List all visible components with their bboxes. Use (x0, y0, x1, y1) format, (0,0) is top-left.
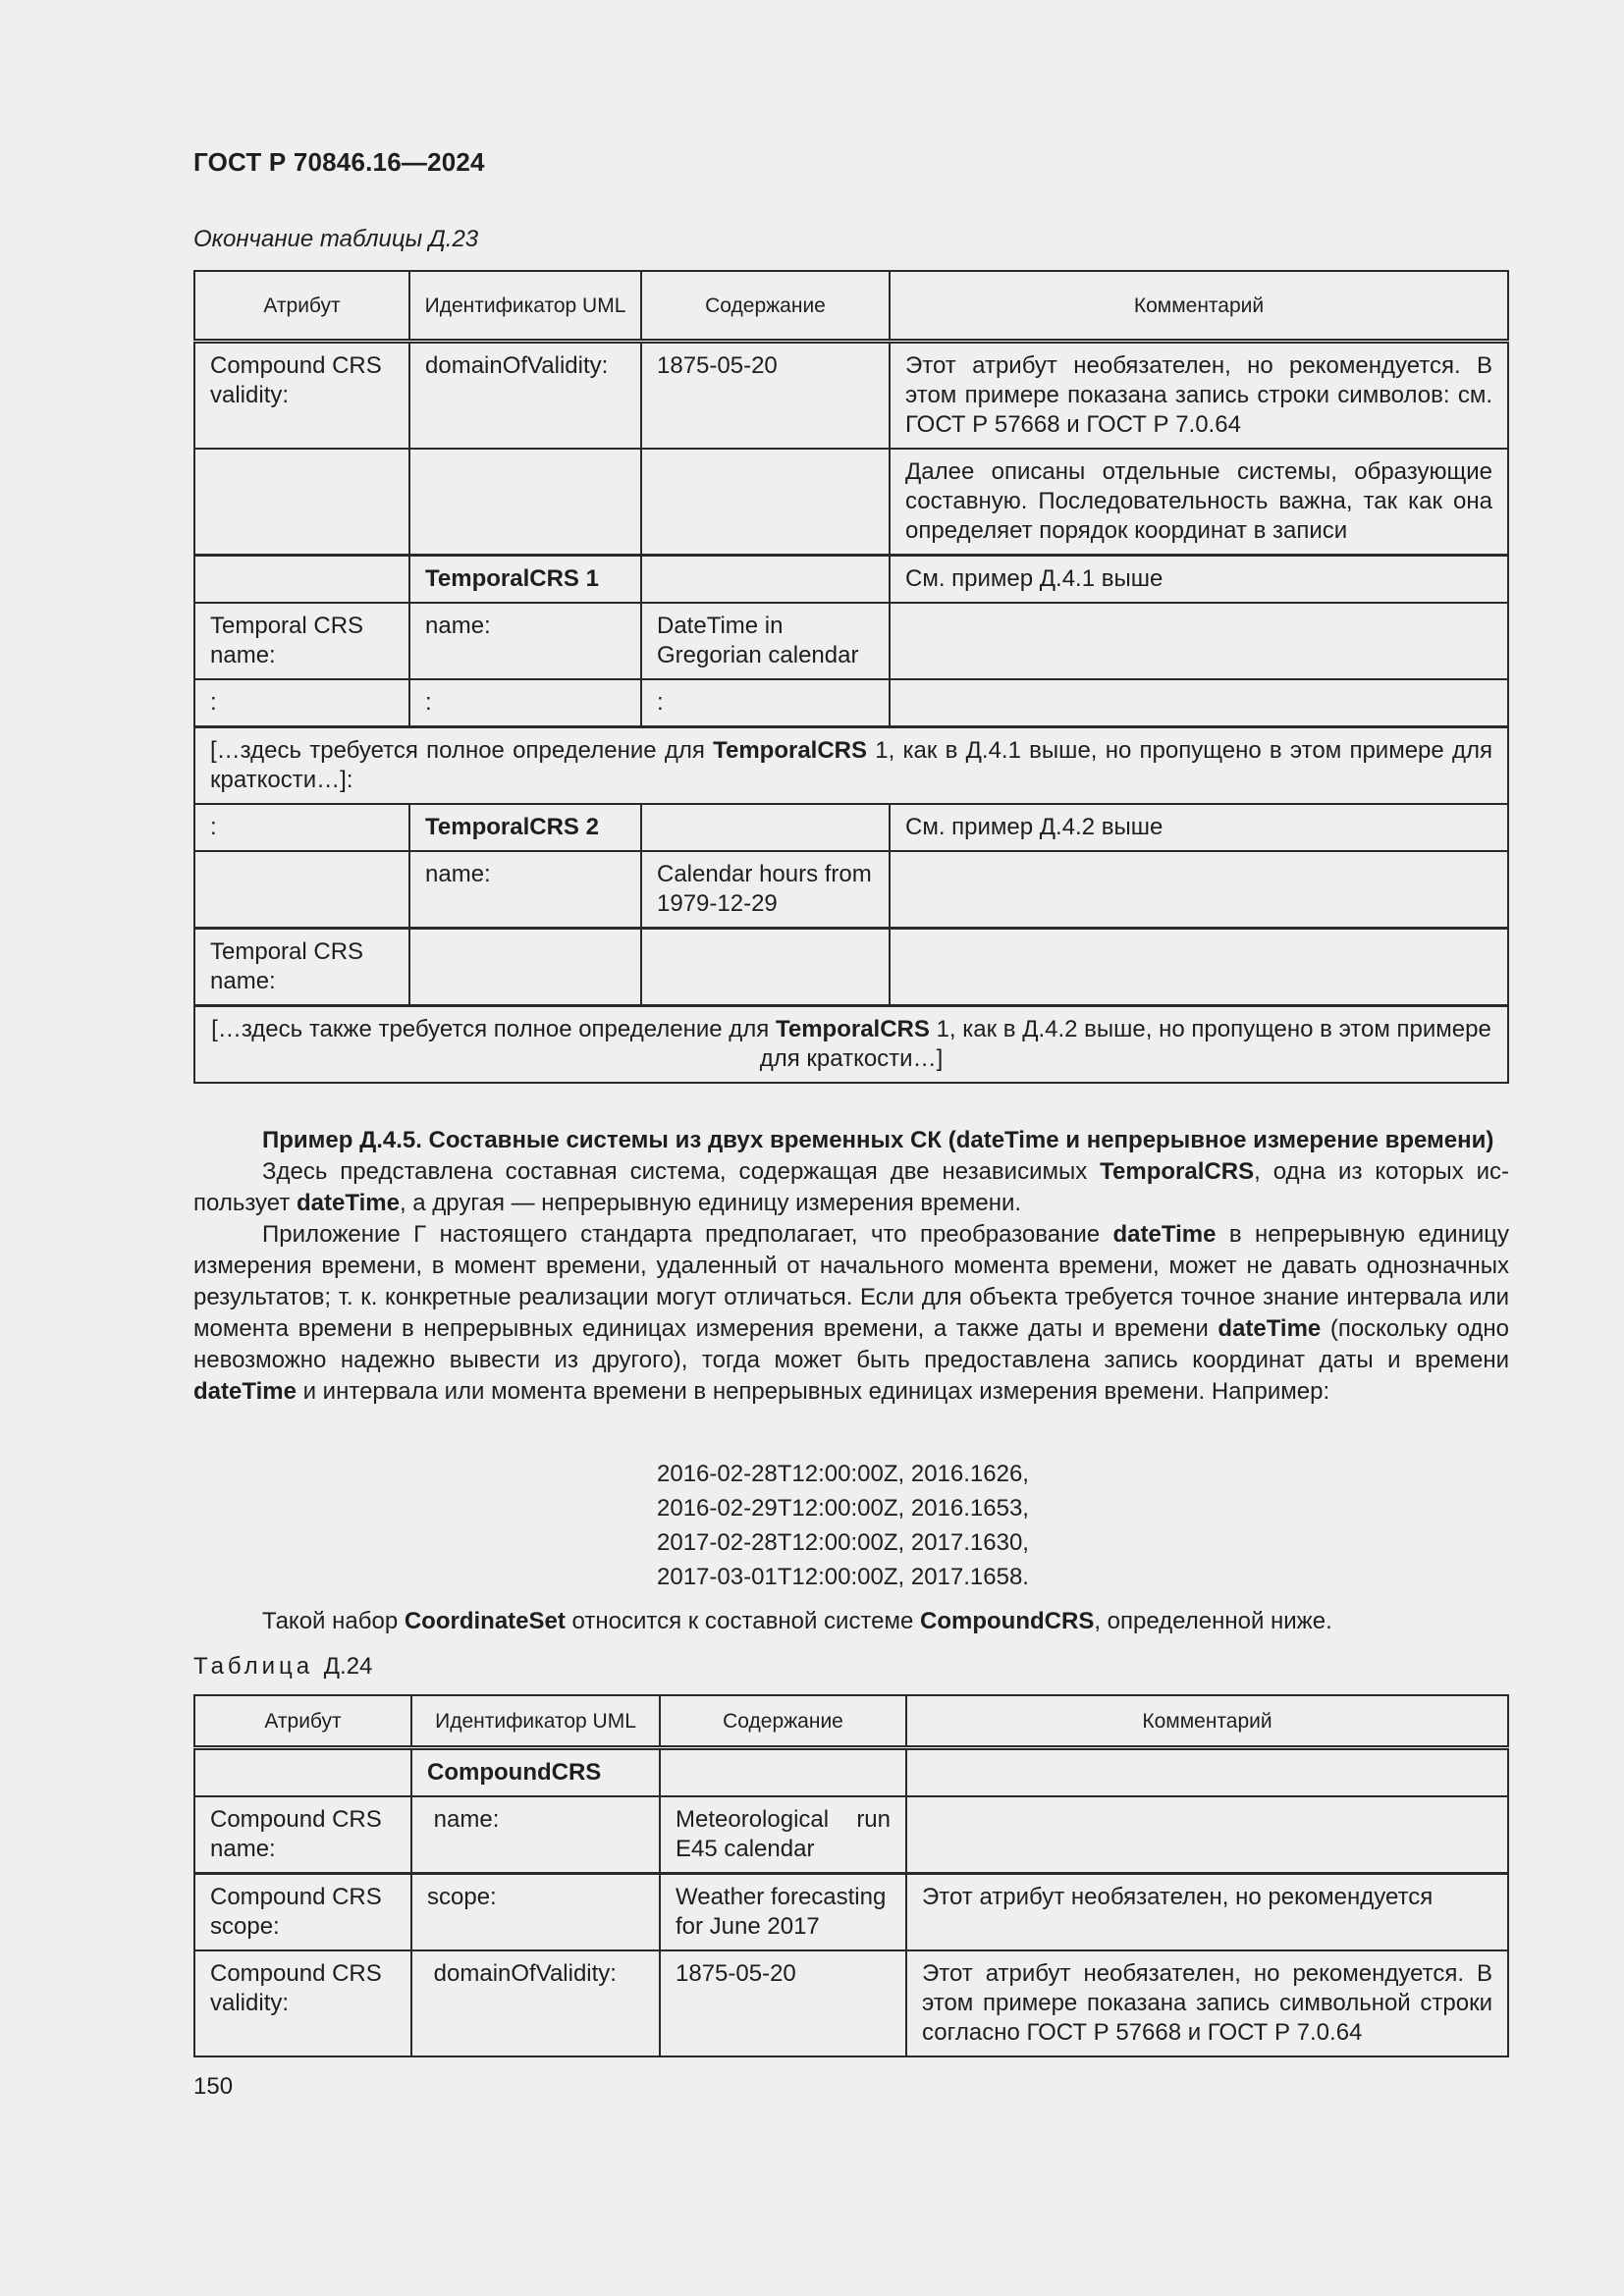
table-header-row (194, 271, 1508, 342)
bold-term: TemporalCRS (1100, 1158, 1255, 1185)
table-cell: Этот атрибут необязателен, но рекомендуется. В этом примере показана запись строки символов: см. ГОСТ Р 57668 и ГОСТ Р 7.0.64 (890, 342, 1508, 450)
table-cell (194, 851, 409, 929)
paragraph (262, 1606, 1332, 1637)
text-run: (поскольку одно невозможно надежно вывести из другого), тогда может быть предоставлена запись координат даты и времени (193, 1315, 1509, 1373)
table-cell (641, 929, 890, 1006)
table-row (194, 1796, 1508, 1874)
table-cell: См. пример Д.4.1 выше (890, 556, 1508, 604)
table-row (194, 929, 1508, 1006)
table-cell: Calendar hours from 1979-12-29 (641, 851, 890, 929)
table-cell (660, 1748, 906, 1797)
example-title: Пример Д.4.5. Составные системы из двух временных СК (dateTime и непрерывное измерение времени) (262, 1127, 1494, 1153)
text-run: Такой набор (262, 1608, 405, 1634)
bold-term: dateTime (1112, 1221, 1217, 1248)
table-cell (641, 804, 890, 851)
text-run: , определенной ниже. (1094, 1608, 1332, 1634)
text-run: Здесь представлена составная система, содержащая две независимых (262, 1158, 1101, 1185)
table-cell (409, 449, 641, 556)
paragraph (193, 1156, 1509, 1219)
column-header-content: Содержание (641, 271, 890, 342)
table-row (194, 1006, 1508, 1084)
table-row (194, 1748, 1508, 1797)
table-cell (890, 929, 1508, 1006)
table-cell: Этот атрибут необязателен, но рекомендуется. В этом примере показана запись символьной строки согласно ГОСТ Р 57668 и ГОСТ Р 7.0.64 (906, 1950, 1508, 2056)
note-bold-term: TemporalCRS (775, 1016, 930, 1042)
table-note-cell (194, 1006, 1508, 1084)
table-d24 (193, 1694, 1509, 2057)
table-cell: Далее описаны отдельные системы, образующие составную. Последовательность важна, так как она определяет порядок координат в записи (890, 449, 1508, 556)
table-row (194, 1950, 1508, 2056)
table-cell (906, 1748, 1508, 1797)
bold-term: dateTime (1218, 1315, 1322, 1342)
table-cell (641, 449, 890, 556)
table-row (194, 851, 1508, 929)
table-d24-caption (193, 1653, 372, 1681)
caption-prefix: Таблица (193, 1653, 314, 1680)
code-line: 2016-02-28T12:00:00Z, 2016.1626, (657, 1461, 1029, 1487)
table-cell: Compound CRS scope: (194, 1874, 411, 1951)
example-section (193, 1125, 1509, 1408)
table-cell: CompoundCRS (411, 1748, 660, 1797)
table-d23-continuation (193, 270, 1509, 1084)
text-run: , а другая — непрерывную единицу измерения времени. (399, 1190, 1022, 1216)
table-row (194, 679, 1508, 727)
table-row (194, 1874, 1508, 1951)
bold-term: dateTime (193, 1378, 297, 1405)
column-header-comment: Комментарий (890, 271, 1508, 342)
table-cell: Weather forecasting for June 2017 (660, 1874, 906, 1951)
coordinate-set-example (657, 1457, 1029, 1594)
text-run: в непрерывную единицу измерения времени, в момент времени, удаленный от начального момента времени, может не давать однозначных результатов; т. к. конкретные реализации могут отличаться. Если для объекта требуется точное знание интервала или момента времени в непрерывных единицах измерения времени, а также даты и времени (193, 1221, 1509, 1342)
table-cell: TemporalCRS 2 (409, 804, 641, 851)
column-header-uml-id: Идентификатор UML (409, 271, 641, 342)
table-cell (409, 929, 641, 1006)
column-header-uml-id: Идентификатор UML (411, 1695, 660, 1748)
table-row (194, 804, 1508, 851)
table-row (194, 727, 1508, 805)
table-cell: name: (409, 603, 641, 679)
table-cell: Compound CRS validity: (194, 342, 409, 450)
table-cell: TemporalCRS 1 (409, 556, 641, 604)
table-cell: Compound CRS validity: (194, 1950, 411, 2056)
page-number: 150 (193, 2073, 234, 2100)
table-cell: : (641, 679, 890, 727)
text-run: относится к составной системе (565, 1608, 921, 1634)
table-cell: : (194, 804, 409, 851)
table-row (194, 342, 1508, 450)
note-bold-term: TemporalCRS (713, 737, 868, 764)
table-row (194, 556, 1508, 604)
table-cell: Temporal CRS name: (194, 603, 409, 679)
table-cell: domainOfValidity: (411, 1950, 660, 2056)
table-cell: Temporal CRS name: (194, 929, 409, 1006)
table-cell: См. пример Д.4.2 выше (890, 804, 1508, 851)
paragraph (193, 1219, 1509, 1408)
table-cell (641, 556, 890, 604)
table-cell (194, 556, 409, 604)
table-cell (906, 1796, 1508, 1874)
code-line: 2016-02-29T12:00:00Z, 2016.1653, (657, 1495, 1029, 1522)
column-header-attribute: Атрибут (194, 1695, 411, 1748)
table-cell: scope: (411, 1874, 660, 1951)
table-cell: 1875-05-20 (660, 1950, 906, 2056)
table-cell: : (409, 679, 641, 727)
table-cell (890, 679, 1508, 727)
table-cell (194, 1748, 411, 1797)
table-cell: Этот атрибут необязателен, но рекомендуется (906, 1874, 1508, 1951)
document-standard-header: ГОСТ Р 70846.16—2024 (193, 147, 485, 177)
table-cell: 1875-05-20 (641, 342, 890, 450)
table-cell: DateTime in Gregorian calendar (641, 603, 890, 679)
table-cell: name: (411, 1796, 660, 1874)
table-row (194, 449, 1508, 556)
table-cell: Meteorological run E45 calendar (660, 1796, 906, 1874)
bold-term: dateTime (297, 1190, 400, 1216)
table-cell: name: (409, 851, 641, 929)
column-header-attribute: Атрибут (194, 271, 409, 342)
text-run: и интервала или момента времени в непрерывных единицах измерения времени. Например: (296, 1378, 1330, 1405)
table-header-row (194, 1695, 1508, 1748)
note-text: 1, как в Д.4.2 выше, но пропущено в этом примере для краткости…] (759, 1016, 1491, 1072)
bold-term: CompoundCRS (920, 1608, 1095, 1634)
table-continuation-caption: Окончание таблицы Д.23 (193, 226, 479, 252)
table-cell (890, 851, 1508, 929)
note-text: […здесь требуется полное определение для (210, 737, 714, 764)
column-header-comment: Комментарий (906, 1695, 1508, 1748)
table-note-cell (194, 727, 1508, 805)
note-text: 1, как в Д.4.1 выше, но пропущено в этом примере для краткости…]: (210, 737, 1493, 793)
note-text: […здесь также требуется полное определение для (211, 1016, 776, 1042)
table-cell: domainOfValidity: (409, 342, 641, 450)
column-header-content: Содержание (660, 1695, 906, 1748)
bold-term: CoordinateSet (404, 1608, 566, 1634)
table-cell: Compound CRS name: (194, 1796, 411, 1874)
table-cell (194, 449, 409, 556)
table-cell: : (194, 679, 409, 727)
table-cell (890, 603, 1508, 679)
code-line: 2017-02-28T12:00:00Z, 2017.1630, (657, 1529, 1029, 1556)
text-run: Приложение Г настоящего стандарта предполагает, что преобразование (262, 1221, 1113, 1248)
code-line: 2017-03-01T12:00:00Z, 2017.1658. (657, 1564, 1029, 1590)
caption-number: Д.24 (323, 1653, 373, 1680)
table-row (194, 603, 1508, 679)
text-run: , одна из которых ис-пользует (193, 1158, 1509, 1216)
